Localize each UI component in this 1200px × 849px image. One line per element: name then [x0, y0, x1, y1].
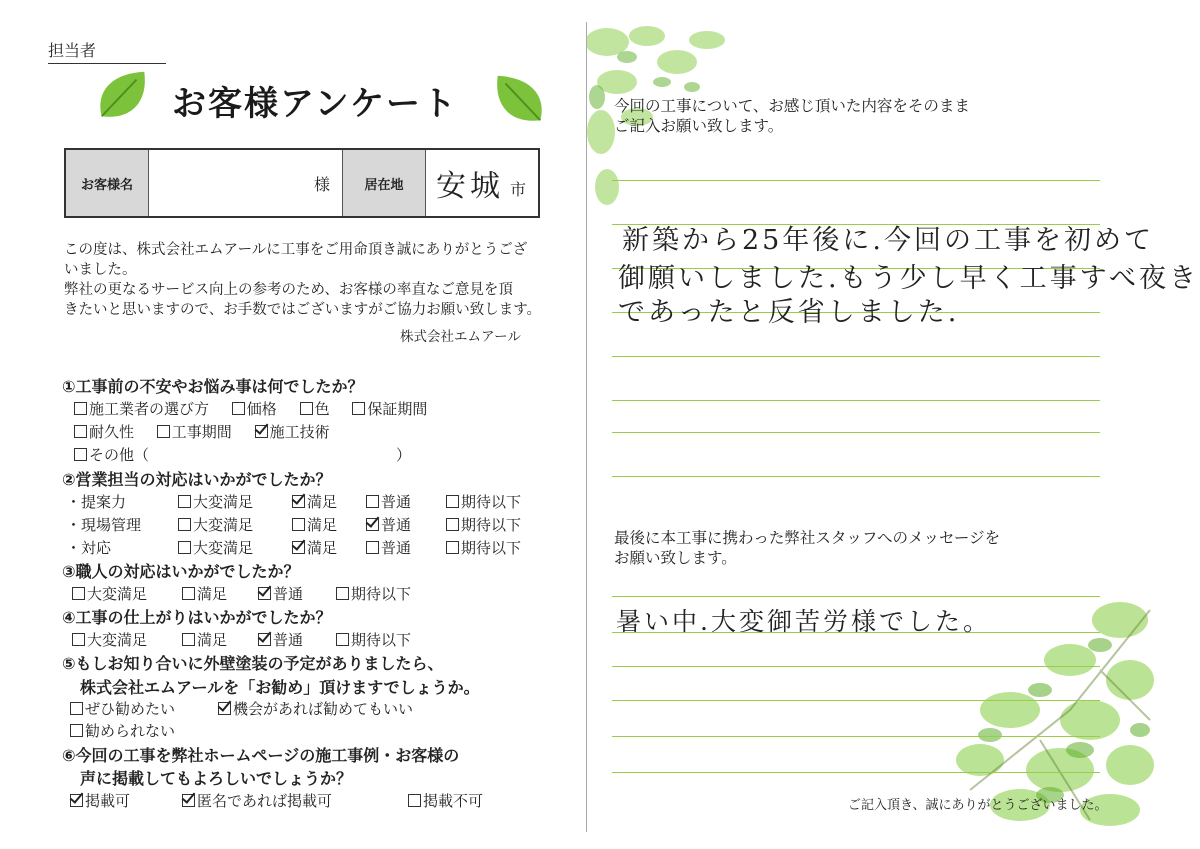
option-label: 掲載可 [85, 792, 131, 810]
prompt-impressions [614, 96, 970, 136]
checkbox-checked[interactable] [292, 495, 305, 508]
address-value: 安城 [436, 169, 504, 204]
option-label: 期待以下 [461, 539, 522, 557]
option-label: 期待以下 [461, 516, 522, 534]
option-label: 満足 [307, 493, 338, 511]
option-label: 勧められない [85, 722, 176, 740]
staff-label: 担当者 [48, 38, 166, 64]
checkbox[interactable] [352, 402, 365, 415]
name-suffix: 様 [313, 174, 330, 194]
handwritten-message: 暑い中.大変御苦労様でした。 [616, 607, 991, 636]
option-label: 掲載不可 [423, 792, 484, 810]
checkbox-checked[interactable] [70, 794, 83, 807]
checkbox[interactable] [72, 633, 85, 646]
option-label: 大変満足 [193, 539, 254, 557]
checkbox[interactable] [182, 633, 195, 646]
address-field[interactable] [426, 150, 538, 216]
customer-name-label: お客様名 [66, 150, 149, 216]
q1-row-2 [74, 421, 330, 442]
company-name: 株式会社エムアール [400, 329, 521, 345]
q3-options [72, 583, 472, 604]
option-label: 普通 [381, 493, 412, 511]
ruled-line [612, 596, 1100, 597]
option-label: 普通 [381, 516, 412, 534]
checkbox-checked[interactable] [218, 702, 231, 715]
checkbox[interactable] [232, 402, 245, 415]
checkbox-checked[interactable] [366, 518, 379, 531]
option-label: 期待以下 [351, 585, 412, 603]
option-label: 期待以下 [461, 493, 522, 511]
question-1: ①工事前の不安やお悩み事は何でしたか？ [62, 377, 364, 396]
checkbox[interactable] [292, 518, 305, 531]
option-label: 普通 [273, 631, 304, 649]
option-label: 耐久性 [89, 423, 135, 441]
q5-options-row2 [70, 720, 175, 741]
checkbox-checked[interactable] [255, 425, 268, 438]
option-label: 工事期間 [171, 423, 232, 441]
checkbox[interactable] [182, 587, 195, 600]
option-label: 満足 [307, 539, 338, 557]
question-3: ③職人の対応はいかがでしたか？ [62, 562, 300, 581]
checkbox[interactable] [336, 587, 349, 600]
option-label: ぜひ勧めたい [85, 700, 176, 718]
checkbox[interactable] [157, 425, 170, 438]
checkbox[interactable] [408, 794, 421, 807]
checkbox[interactable] [178, 518, 191, 531]
customer-info-table [64, 148, 540, 218]
checkbox[interactable] [300, 402, 313, 415]
checkbox[interactable] [446, 495, 459, 508]
checkbox[interactable] [74, 448, 87, 461]
q2-row-response [66, 537, 546, 558]
checkbox[interactable] [74, 425, 87, 438]
option-label: 満足 [197, 631, 228, 649]
checkbox[interactable] [446, 518, 459, 531]
prompt-line: お願い致します。 [614, 549, 737, 567]
prompt-line: 最後に本工事に携わった弊社スタッフへのメッセージを [614, 529, 1001, 547]
handwritten-answer-line: であったと反省しました. [618, 297, 960, 328]
q2-row-site [66, 514, 546, 535]
option-label: 大変満足 [193, 493, 254, 511]
option-label: 普通 [381, 539, 412, 557]
option-label: 色 [314, 400, 330, 418]
q4-options [72, 629, 472, 650]
intro-text [64, 240, 564, 320]
question-6: ⑥今回の工事を弊社ホームページの施工事例・お客様の [62, 746, 460, 765]
checkbox[interactable] [446, 541, 459, 554]
prompt-line: 今回の工事について、お感じ頂いた内容をそのまま [614, 97, 970, 115]
checkbox-checked[interactable] [258, 633, 271, 646]
address-suffix: 市 [510, 179, 527, 199]
question-5: ⑤もしお知り合いに外壁塗装の予定がありましたら、 [62, 654, 444, 673]
leaf-icon [94, 66, 152, 124]
checkbox[interactable] [366, 495, 379, 508]
option-label: 施工業者の選び方 [89, 400, 210, 418]
intro-line: この度は、株式会社エムアールに工事をご用命頂き誠にありがとうござ [64, 242, 528, 258]
option-label: 機会があれば勧めてもいい [233, 700, 414, 718]
checkbox-checked[interactable] [258, 587, 271, 600]
option-label: 満足 [307, 516, 338, 534]
option-label: 満足 [197, 585, 228, 603]
checkbox[interactable] [336, 633, 349, 646]
q2-row-proposal [66, 491, 546, 512]
prompt-line: ご記入お願い致します。 [614, 117, 784, 135]
thanks-note: ご記入頂き、誠にありがとうございました。 [848, 798, 1108, 813]
impressions-answer-area[interactable] [612, 186, 1200, 476]
option-label: 匿名であれば掲載可 [197, 792, 333, 810]
q1-row-1 [74, 398, 427, 419]
staff-message-answer-area[interactable] [612, 598, 1112, 778]
checkbox-checked[interactable] [292, 541, 305, 554]
checkbox[interactable] [70, 702, 83, 715]
intro-line: きたいと思いますので、お手数ではございますがご協力お願い致します。 [64, 302, 542, 318]
address-label: 居在地 [343, 150, 426, 216]
handwritten-answer-line: 新築から25年後に.今回の工事を初めて [622, 225, 1154, 256]
option-label: 大変満足 [87, 585, 148, 603]
question-2: ②営業担当の対応はいかがでしたか？ [62, 470, 332, 489]
checkbox[interactable] [70, 724, 83, 737]
checkbox[interactable] [178, 495, 191, 508]
intro-line: いました。 [64, 262, 137, 278]
q5-options-row1 [70, 698, 490, 719]
page-title: お客様アンケート [172, 84, 458, 124]
row-label: ・提案力 [66, 493, 127, 511]
checkbox[interactable] [72, 587, 85, 600]
checkbox[interactable] [366, 541, 379, 554]
option-label: 普通 [273, 585, 304, 603]
question-4: ④工事の仕上がりはいかがでしたか？ [62, 608, 332, 627]
row-label: ・現場管理 [66, 516, 142, 534]
ruled-line [612, 476, 1100, 477]
option-label: 大変満足 [193, 516, 254, 534]
question-5-line2: 株式会社エムアールを「お勧め」頂けますでしょうか。 [80, 678, 480, 697]
q1-row-3 [74, 444, 414, 465]
customer-name-field[interactable] [149, 150, 343, 216]
checkbox[interactable] [178, 541, 191, 554]
handwritten-answer-line: 御願いしました.もう少し早く工事すべ夜き [618, 263, 1200, 294]
option-label: 価格 [246, 400, 277, 418]
leaf-icon [490, 70, 548, 128]
q6-options [70, 790, 510, 811]
prompt-staff-message [614, 528, 1000, 568]
option-other-close: ） [396, 446, 412, 464]
checkbox-checked[interactable] [182, 794, 195, 807]
option-label: その他（ [89, 446, 150, 464]
ruled-line [612, 180, 1100, 181]
checkbox[interactable] [74, 402, 87, 415]
option-label: 施工技術 [269, 423, 330, 441]
option-label: 保証期間 [367, 400, 428, 418]
row-label: ・対応 [66, 539, 112, 557]
question-6-line2: 声に掲載してもよろしいでしょうか？ [80, 769, 353, 788]
option-label: 大変満足 [87, 631, 148, 649]
intro-line: 弊社の更なるサービス向上の参考のため、お客様の率直なご意見を頂 [64, 282, 513, 298]
option-label: 期待以下 [351, 631, 412, 649]
